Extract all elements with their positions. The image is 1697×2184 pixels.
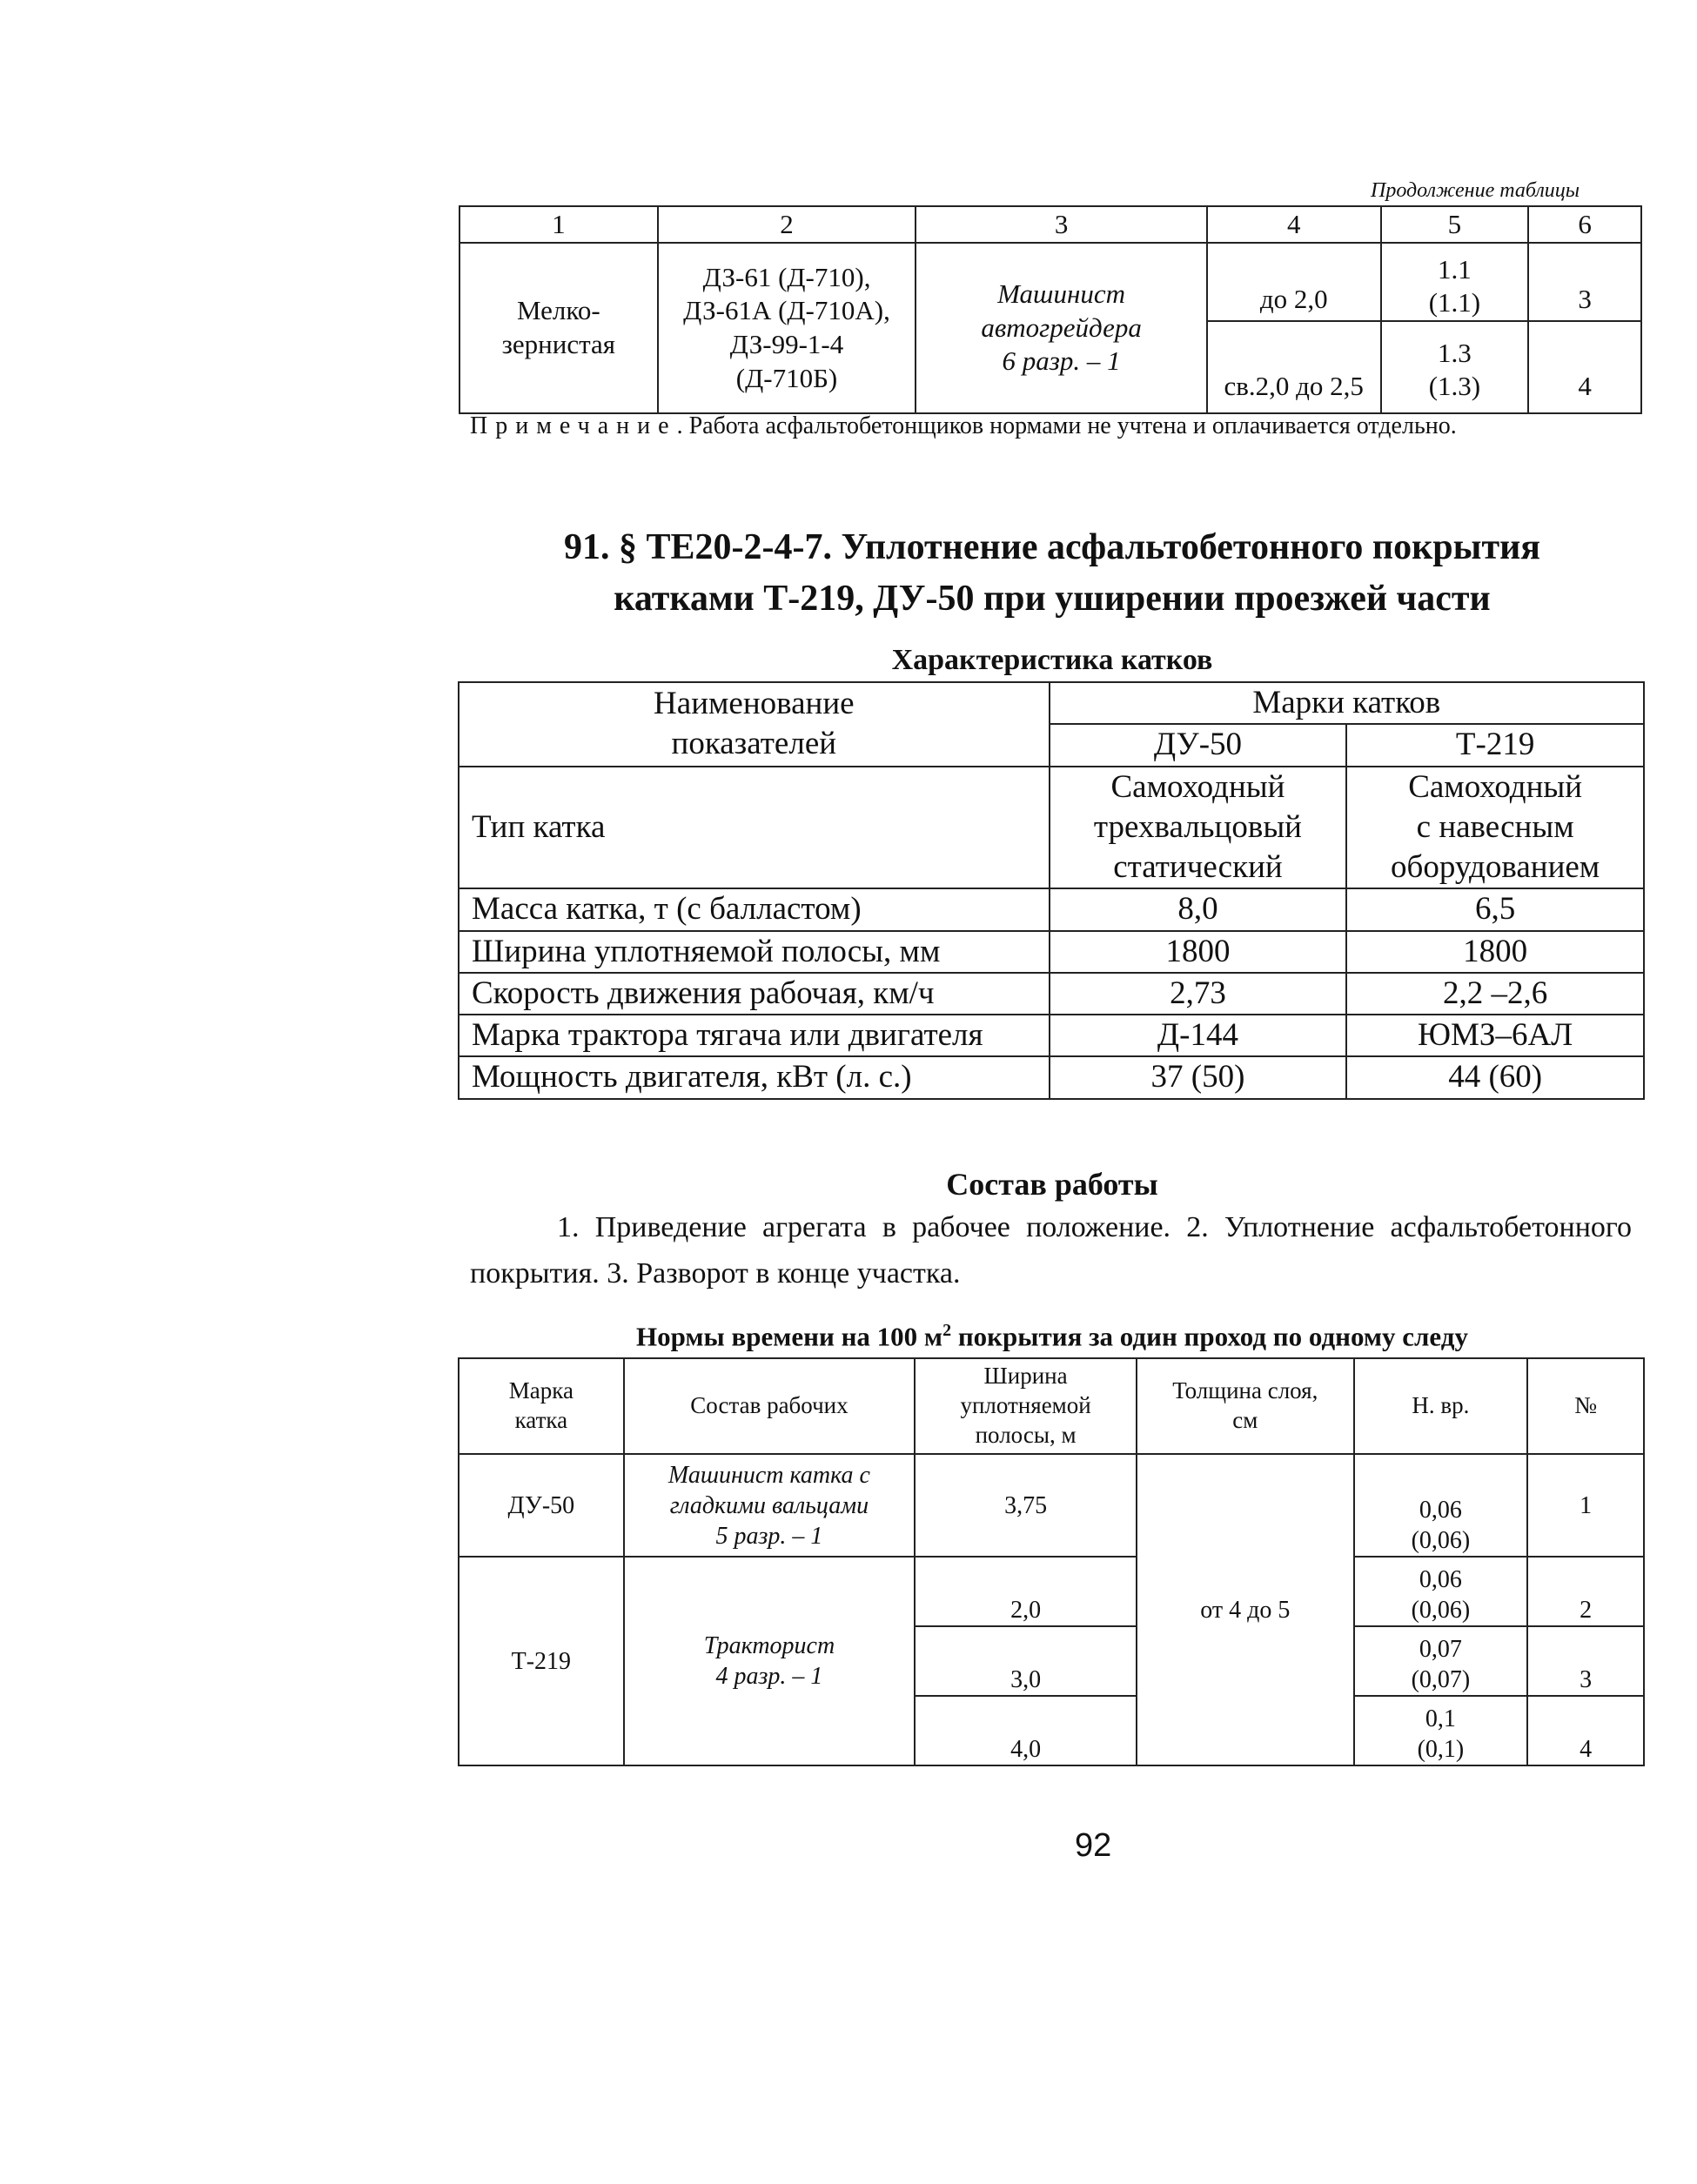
row-value-1: 37 (50) [1050,1056,1347,1098]
page-number: 92 [1075,1827,1112,1864]
thickness-cell: от 4 до 5 [1137,1454,1354,1765]
row-value-1: 1800 [1050,931,1347,973]
norms-caption-sup: 2 [942,1321,952,1340]
row-value-1: 8,0 [1050,888,1347,930]
row-name: Тип катка [459,767,1050,889]
section-heading-line2: катками Т-219, ДУ-50 при уширении проезжей части [614,578,1491,619]
header-number: № [1527,1358,1644,1454]
width-cell: 3,75 [915,1454,1137,1557]
header-thickness: Толщина слоя, см [1137,1358,1354,1454]
material-cell: Мелко- зернистая [459,243,658,413]
section-heading-line1: 91. § ТЕ20-2-4-7. Уплотнение асфальтобетонного покрытия [563,527,1541,567]
workers-cell: Машинист автогрейдера 6 разр. – 1 [916,243,1207,413]
table-continuation-caption: Продолжение таблицы [1371,179,1580,202]
row-name: Скорость движения рабочая, км/ч [459,973,1050,1015]
row-value-1: Самоходный трехвальцовый статический [1050,767,1347,889]
section-heading [459,522,1646,625]
header-brand: Марка катка [459,1358,624,1454]
col-number: 6 [1528,206,1641,243]
table-header-row [459,1358,1644,1454]
col-number: 4 [1207,206,1381,243]
width-cell: 2,0 [915,1557,1137,1626]
table-row [459,767,1644,889]
row-name: Ширина уплотняемой полосы, мм [459,931,1050,973]
header-norm: Н. вр. [1354,1358,1528,1454]
norm-value-paren: (1.3) [1428,371,1481,402]
row-value-1: Д-144 [1050,1015,1347,1056]
rollers-table-caption: Характеристика катков [891,644,1213,676]
row-value-2: 2,2 –2,6 [1346,973,1644,1015]
header-brand-2: Т-219 [1346,724,1644,766]
row-value-2: Самоходный с навесным оборудованием [1346,767,1644,889]
norm-cell [1381,243,1529,321]
rollers-table [458,681,1645,1100]
row-number-cell: 2 [1527,1557,1644,1626]
row-value-2: 1800 [1346,931,1644,973]
header-brand-1: ДУ-50 [1050,724,1347,766]
table-row [459,1557,1644,1626]
row-name: Марка трактора тягача или двигателя [459,1015,1050,1056]
norm-cell: 0,1 (0,1) [1354,1696,1528,1765]
header-crew: Состав рабочих [624,1358,916,1454]
brand-cell: ДУ-50 [459,1454,624,1557]
table-row [459,1015,1644,1056]
range-cell: св.2,0 до 2,5 [1207,321,1381,413]
table-header-row [459,682,1644,724]
norm-value: 1.3 [1438,337,1472,368]
row-number-cell: 4 [1527,1696,1644,1765]
crew-cell: Машинист катка с гладкими вальцами 5 разр. – 1 [624,1454,916,1557]
row-value-2: ЮМЗ–6АЛ [1346,1015,1644,1056]
work-title: Состав работы [946,1167,1158,1202]
machines-cell: ДЗ-61 (Д-710), ДЗ-61А (Д-710А), ДЗ-99-1-4 (Д-710Б) [658,243,916,413]
row-number-cell: 4 [1528,321,1641,413]
row-value-1: 2,73 [1050,973,1347,1015]
norm-cell: 0,07 (0,07) [1354,1626,1528,1696]
norms-caption-a: Нормы времени на 100 м [636,1321,943,1352]
norm-cell: 0,06 (0,06) [1354,1557,1528,1626]
row-value-2: 44 (60) [1346,1056,1644,1098]
table-row [459,1454,1644,1557]
col-number: 5 [1381,206,1529,243]
table-row [459,888,1644,930]
width-cell: 3,0 [915,1626,1137,1696]
row-number-cell: 3 [1528,243,1641,321]
row-name: Масса катка, т (с балластом) [459,888,1050,930]
header-brands: Марки катков [1050,682,1644,724]
table-row [459,1056,1644,1098]
norm-value: 1.1 [1438,253,1472,285]
work-text: 1. Приведение агрегата в рабочее положение. 2. Уплотнение асфальтобетонного покрытия. 3. Разворот в конце участка. [470,1211,1632,1290]
row-name: Мощность двигателя, кВт (л. с.) [459,1056,1050,1098]
col-number: 1 [459,206,658,243]
table-header-row [459,206,1641,243]
norm-cell: 0,06 (0,06) [1354,1454,1528,1557]
norms-table [458,1357,1645,1766]
range-cell: до 2,0 [1207,243,1381,321]
norms-caption-b: покрытия за один проход по одному следу [951,1321,1468,1352]
norm-cell [1381,321,1529,413]
col-number: 2 [658,206,916,243]
width-cell: 4,0 [915,1696,1137,1765]
row-value-2: 6,5 [1346,888,1644,930]
crew-cell: Тракторист 4 разр. – 1 [624,1557,916,1765]
table-row [459,931,1644,973]
row-number-cell: 1 [1527,1454,1644,1557]
note-lead: Примечание [470,412,677,439]
row-number-cell: 3 [1527,1626,1644,1696]
table-row [459,973,1644,1015]
brand-cell: Т-219 [459,1557,624,1765]
note-text: . Работа асфальтобетонщиков нормами не учтена и оплачивается отдельно. [676,412,1457,439]
note-paragraph [470,409,1632,445]
norms-table-caption [459,1321,1646,1352]
header-name: Наименование показателей [459,682,1050,767]
table-row [459,243,1641,321]
header-width: Ширина уплотняемой полосы, м [915,1358,1137,1454]
norm-value-paren: (1.1) [1428,287,1481,318]
col-number: 3 [916,206,1207,243]
continuation-table [459,205,1642,414]
